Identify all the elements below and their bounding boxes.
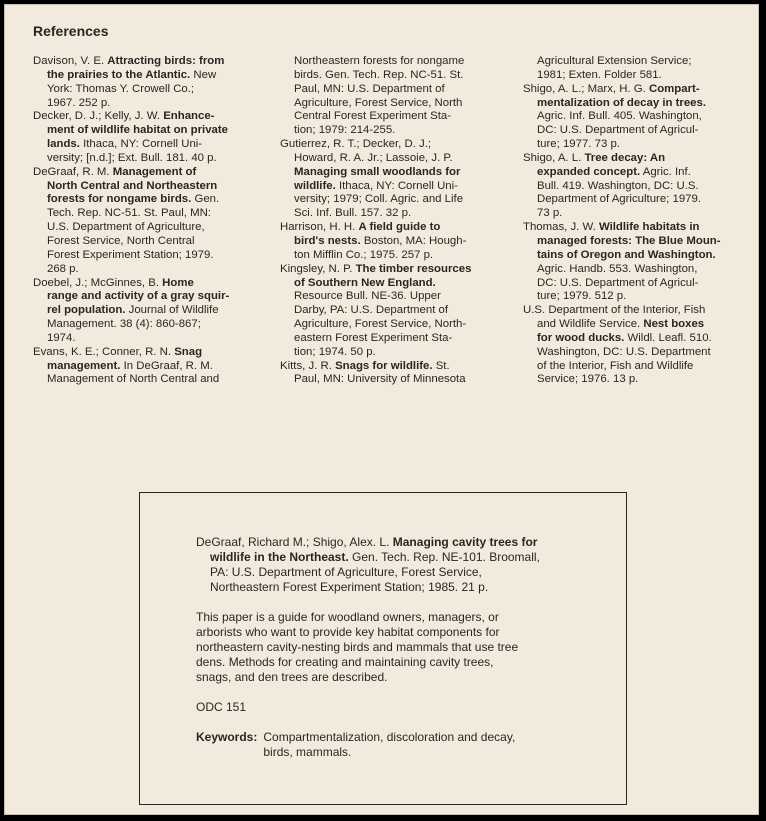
text-line: birds. Gen. Tech. Rep. NC-51. St.	[294, 68, 464, 81]
reference-entry	[523, 221, 749, 304]
text-line: York: Thomas Y. Crowell Co.;	[47, 82, 195, 95]
text-line: Agricultural Extension Service;	[537, 55, 692, 67]
text-line: ture; 1979. 512 p.	[537, 290, 627, 303]
text-line: Compartmentalization, discoloration and decay,	[263, 730, 516, 744]
bold-title: lands.	[47, 138, 80, 151]
text-line: Paul, MN: University of Minnesota	[294, 373, 466, 386]
reference-entry	[280, 360, 516, 388]
text-line	[280, 277, 516, 291]
text-line: Forest Experiment Station; 1979.	[47, 248, 214, 261]
text-line: 1974.	[47, 331, 76, 344]
text-line: Resource Bull. NE-36. Upper	[294, 290, 441, 303]
references-heading: References	[33, 23, 109, 39]
text-line	[280, 166, 516, 180]
reference-entry	[280, 55, 516, 138]
text-line: the prairies to the Atlantic. New	[47, 68, 217, 81]
text-line	[33, 290, 265, 304]
text-line: birds, mammals.	[263, 745, 352, 759]
text-line: Agric. Handb. 553. Washington,	[537, 262, 698, 275]
text-line: This paper is a guide for woodland owners, managers, or	[196, 610, 499, 624]
bold-title: forests for nongame birds.	[47, 193, 192, 206]
bold-title: wildlife.	[294, 179, 336, 192]
text-line: Evans, K. E.; Conner, R. N. Snag	[33, 345, 203, 358]
text-line: versity; 1979; Coll. Agric. and Life	[294, 193, 464, 206]
abstract-summary	[196, 610, 616, 685]
text-line: Bull. 419. Washington, DC: U.S.	[537, 179, 699, 192]
text-line: ture; 1977. 73 p.	[537, 138, 620, 151]
text-line: wildlife in the Northeast. Gen. Tech. Rep. NE-101. Broomall,	[210, 550, 540, 564]
bold-title: expanded concept.	[537, 165, 641, 178]
text-line: DC: U.S. Department of Agricul-	[537, 276, 699, 289]
reference-entry	[280, 263, 516, 360]
text-line: Management of North Central and	[47, 373, 220, 386]
text-line: Forest Service, North Central	[47, 234, 195, 247]
bold-title: North Central and Northeastern	[47, 179, 218, 192]
bold-title: tains of Oregon and Washington.	[537, 248, 716, 261]
text-line: Sci. Inf. Bull. 157. 32 p.	[294, 207, 412, 220]
text-line: forests for nongame birds. Gen.	[47, 193, 220, 206]
references-column-3	[523, 55, 749, 387]
document-page	[4, 4, 759, 815]
reference-entry	[33, 166, 265, 277]
bold-title: Nest boxes	[643, 318, 705, 331]
text-line: ton Mifflin Co.; 1975. 257 p.	[294, 248, 434, 261]
text-line: eastern Forest Experiment Sta-	[294, 331, 453, 344]
text-line: Darby, PA: U.S. Department of	[294, 304, 449, 317]
bold-title: Tree decay: An	[584, 151, 666, 164]
abstract-citation	[196, 535, 616, 595]
text-line: rel population. Journal of Wildlife	[47, 304, 219, 317]
text-line: Washington, DC: U.S. Department	[537, 345, 711, 358]
text-line: U.S. Department of the Interior, Fish	[523, 304, 706, 317]
text-line: Central Forest Experiment Sta-	[294, 110, 451, 123]
text-line: Decker, D. J.; Kelly, J. W. Enhance-	[33, 110, 215, 123]
bold-title: Management of	[112, 165, 197, 178]
reference-entry	[523, 55, 749, 83]
text-line: Davison, V. E. Attracting birds: from	[33, 55, 225, 67]
text-line: arborists who want to provide key habitat components for	[196, 625, 500, 639]
bold-title: Attracting birds: from	[107, 55, 225, 67]
text-line: Paul, MN: U.S. Department of	[294, 82, 445, 95]
text-line: U.S. Department of Agriculture,	[47, 221, 205, 234]
text-line	[523, 235, 749, 249]
text-line: expanded concept. Agric. Inf.	[537, 165, 691, 178]
text-line: DeGraaf, R. M. Management of	[33, 165, 197, 178]
text-line: tion; 1979: 214-255.	[294, 124, 396, 137]
text-line: for wood ducks. Wildl. Leafl. 510.	[537, 331, 712, 344]
bold-title: rel population.	[47, 304, 126, 317]
text-line: northeastern cavity-nesting birds and mammals that use tree	[196, 640, 519, 654]
bold-title: Snags for wildlife.	[335, 359, 433, 372]
text-line: versity; [n.d.]; Ext. Bull. 181. 40 p.	[47, 151, 217, 164]
text-line: Thomas, J. W. Wildlife habitats in	[523, 221, 700, 234]
abstract-box	[139, 492, 627, 805]
text-line: tion; 1974. 50 p.	[294, 345, 376, 358]
text-line: Shigo, A. L.; Marx, H. G. Compart-	[523, 82, 700, 95]
text-line	[523, 97, 749, 111]
bold-title: managed forests: The Blue Moun-	[537, 234, 721, 247]
bold-title: bird's nests.	[294, 234, 361, 247]
bold-title: for wood ducks.	[537, 331, 625, 344]
text-line: snags, and den trees are described.	[196, 670, 388, 684]
text-line: DC: U.S. Department of Agricul-	[537, 124, 699, 137]
keywords-row	[196, 730, 616, 760]
bold-title: management.	[47, 359, 121, 372]
text-line: DeGraaf, Richard M.; Shigo, Alex. L. Managing cavity trees for	[196, 535, 538, 549]
bold-title: Compart-	[648, 82, 700, 95]
reference-entry	[523, 304, 749, 387]
text-line: Northeastern Forest Experiment Station; 1985. 21 p.	[210, 580, 489, 594]
text-line: lands. Ithaca, NY: Cornell Uni-	[47, 138, 203, 151]
references-column-1	[33, 55, 265, 387]
bold-title: mentalization of decay in trees.	[537, 96, 707, 109]
text-line: 73 p.	[537, 207, 563, 220]
text-line: Howard, R. A. Jr.; Lassoie, J. P.	[294, 151, 453, 164]
references-column-2	[280, 55, 516, 387]
text-line: Harrison, H. H. A field guide to	[280, 221, 441, 234]
reference-entry	[280, 138, 516, 221]
bold-title: Wildlife habitats in	[598, 221, 700, 234]
bold-title: Snag	[174, 345, 203, 358]
reference-entry	[33, 110, 265, 165]
bold-title: of Southern New England.	[294, 276, 436, 289]
bold-title: Home	[162, 276, 194, 289]
text-line: bird's nests. Boston, MA: Hough-	[294, 234, 467, 247]
reference-entry	[523, 83, 749, 152]
text-line: PA: U.S. Department of Agriculture, Forest Service,	[210, 565, 482, 579]
text-line: Agric. Inf. Bull. 405. Washington,	[537, 110, 702, 123]
text-line: Shigo, A. L. Tree decay: An	[523, 151, 666, 164]
reference-entry	[523, 152, 749, 221]
bold-title: the prairies to the Atlantic.	[47, 68, 191, 81]
bold-title: Managing small woodlands for	[294, 165, 461, 178]
text-line: 268 p.	[47, 262, 79, 275]
bold-title: Managing cavity trees for	[392, 535, 538, 549]
bold-title: The timber resources	[355, 262, 472, 275]
bold-title: A field guide to	[358, 221, 441, 234]
bold-title: range and activity of a gray squir-	[47, 290, 230, 303]
text-line: Tech. Rep. NC-51. St. Paul, MN:	[47, 207, 211, 220]
keywords-label: Keywords:	[196, 730, 258, 744]
odc-code: ODC 151	[196, 700, 247, 714]
reference-entry	[33, 277, 265, 346]
text-line: Service; 1976. 13 p.	[537, 373, 639, 386]
keywords-text	[263, 730, 515, 760]
text-line: wildlife. Ithaca, NY: Cornell Uni-	[294, 179, 458, 192]
bold-title: wildlife in the Northeast.	[210, 550, 349, 564]
text-line: Kingsley, N. P. The timber resources	[280, 262, 472, 275]
abstract-content	[196, 535, 616, 760]
bold-title: ment of wildlife habitat on private	[47, 124, 228, 137]
text-line	[523, 249, 749, 263]
text-line: Gutierrez, R. T.; Decker, D. J.;	[280, 138, 432, 151]
text-line: Department of Agriculture; 1979.	[537, 193, 701, 206]
text-line: 1981; Exten. Folder 581.	[537, 68, 662, 81]
reference-entry	[33, 346, 265, 388]
text-line: of the Interior, Fish and Wildlife	[537, 359, 694, 372]
text-line: Management. 38 (4): 860-867;	[47, 318, 201, 331]
text-line: Agriculture, Forest Service, North	[294, 96, 463, 109]
text-line: management. In DeGraaf, R. M.	[47, 359, 213, 372]
reference-entry	[280, 221, 516, 263]
text-line: Doebel, J.; McGinnes, B. Home	[33, 276, 194, 289]
text-line: Kitts, J. R. Snags for wildlife. St.	[280, 359, 450, 372]
text-line: Agriculture, Forest Service, North-	[294, 318, 467, 331]
text-line: dens. Methods for creating and maintaining cavity trees,	[196, 655, 494, 669]
text-line	[33, 180, 265, 194]
text-line	[33, 124, 265, 138]
reference-entry	[33, 55, 265, 110]
bold-title: Enhance-	[163, 110, 215, 123]
text-line: and Wildlife Service. Nest boxes	[537, 318, 705, 331]
text-line: Northeastern forests for nongame	[294, 55, 465, 67]
text-line: 1967. 252 p.	[47, 96, 111, 109]
